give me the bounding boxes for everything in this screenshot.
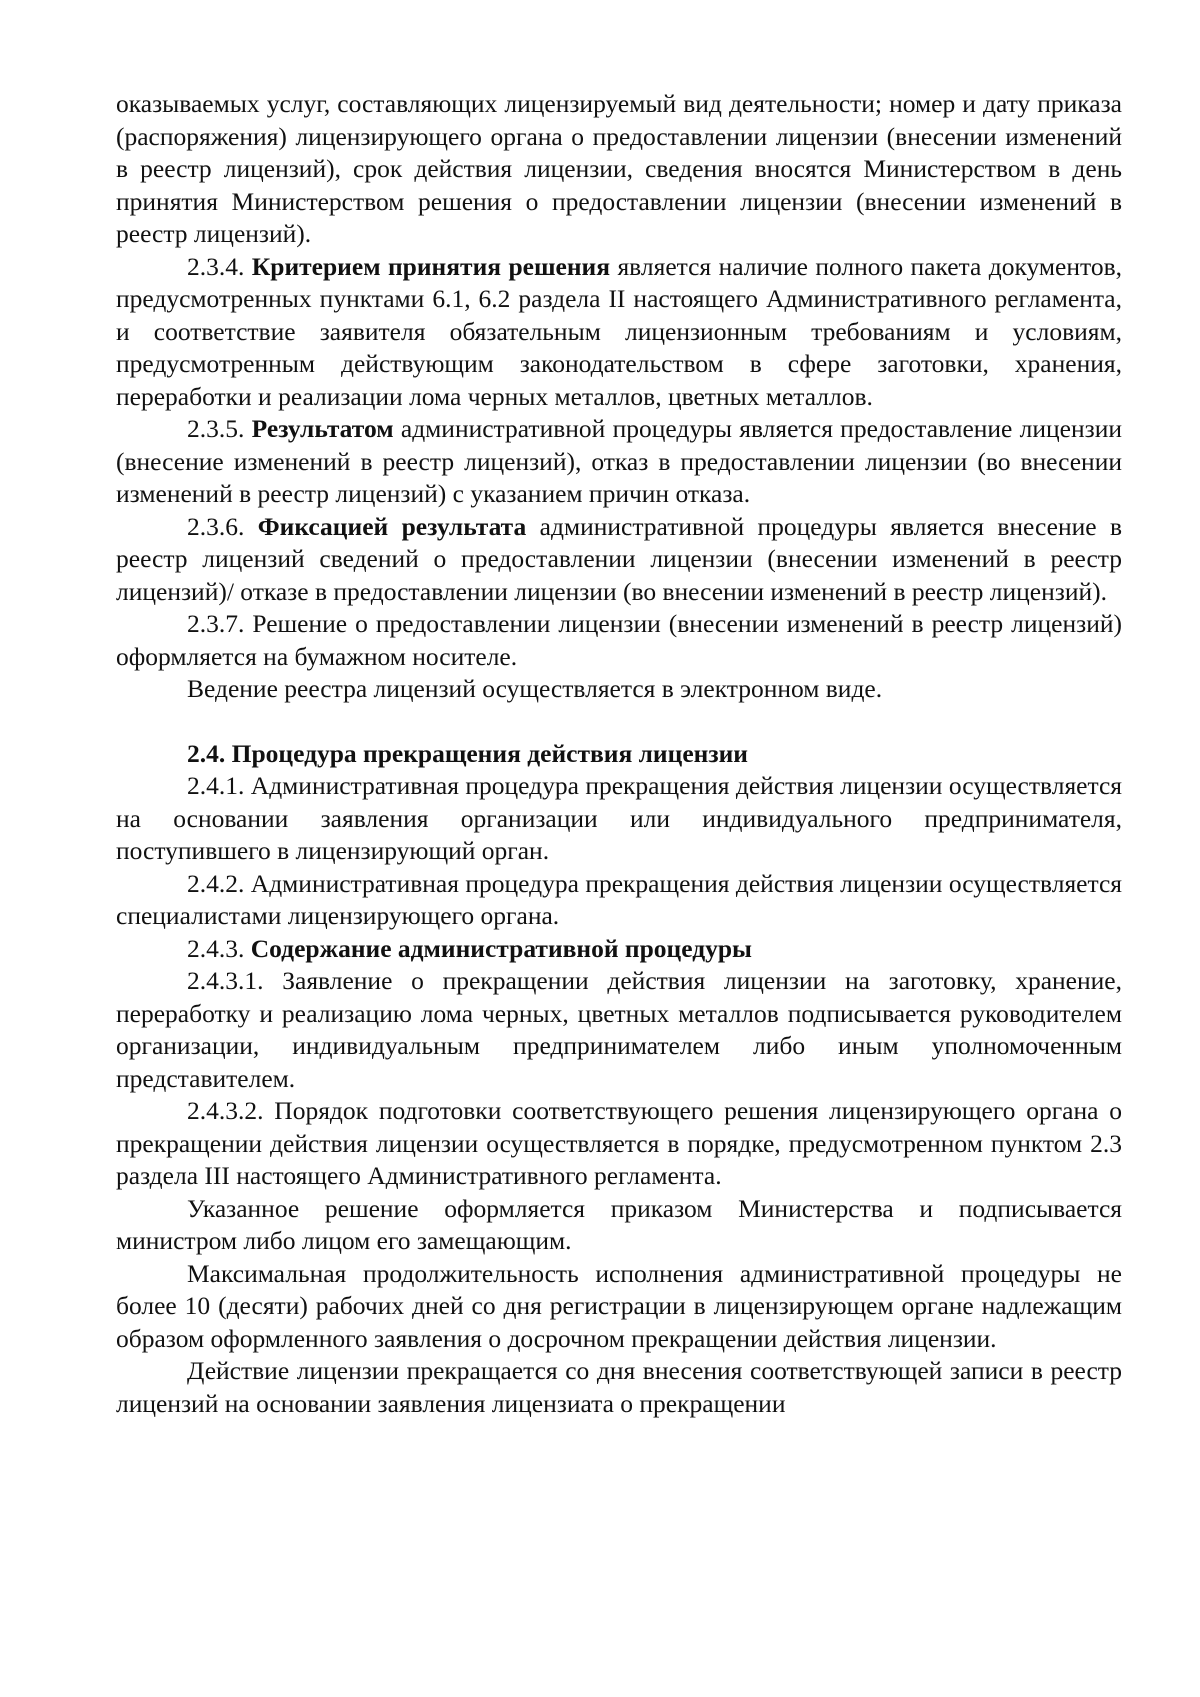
paragraph-text: Ведение реестра лицензий осуществляется в электронном виде.	[187, 674, 883, 703]
paragraph-p-2-4-3-2	[116, 1095, 1122, 1193]
section-gap	[116, 706, 1122, 738]
paragraph-text: Указанное решение оформляется приказом Министерства и подписывается министром либо лицом его замещающим.	[116, 1193, 1122, 1255]
bold-term: Результатом	[251, 414, 394, 443]
paragraph-p-2-3-4	[116, 251, 1122, 414]
paragraph-number: 2.3.5.	[187, 414, 252, 443]
bold-term: 2.4. Процедура прекращения действия лицензии	[187, 738, 748, 768]
paragraph-text: 2.4.3.1. Заявление о прекращении действия лицензии на заготовку, хранение, переработку и реализацию лома черных, цветных металлов подписывается руководителем организации, индивидуальным предпринимателем либо иным уполномоченным представителем.	[116, 966, 1122, 1093]
bold-term: Фиксацией результата	[257, 511, 527, 541]
paragraph-text: является наличие полного пакета документов, предусмотренных пунктами 6.1, 6.2 раздела II настоящего Административного регламента, и соответствие заявителя обязательным лицензионным требованиям и условиям, предусмотренным действующим законодательством в сфере заготовки, хранения, переработки и реализации лома черных металлов, цветных металлов.	[116, 251, 1122, 411]
paragraph-p-2-3-5	[116, 413, 1122, 511]
paragraph-number: 2.3.6.	[187, 511, 258, 541]
paragraph-text: 2.4.3.2. Порядок подготовки соответствующего решения лицензирующего органа о прекращении действия лицензии осуществляется в порядке, предусмотренном пунктом 2.3 раздела III настоящего Административного регламента.	[116, 1096, 1122, 1190]
document-page	[116, 88, 1122, 1420]
paragraph-p-2-4-1	[116, 770, 1122, 868]
paragraph-text: административной процедуры является предоставление лицензии (внесение изменений в реестр лицензий), отказ в предоставлении лицензии (во внесении изменений в реестр лицензий) с указанием причин отказа.	[116, 414, 1122, 508]
paragraph-p-order	[116, 1193, 1122, 1258]
paragraph-p-registry	[116, 673, 1122, 706]
paragraph-number: 2.4.3.	[187, 933, 251, 963]
bold-term: Содержание административной процедуры	[250, 933, 752, 963]
paragraph-number: 2.3.4.	[187, 251, 252, 281]
paragraph-p-2-3-7	[116, 608, 1122, 673]
paragraph-text: Действие лицензии прекращается со дня внесения соответствующей записи в реестр лицензий на основании заявления лицензиата о прекращении	[116, 1356, 1122, 1418]
paragraph-text: 2.4.1. Административная процедура прекращения действия лицензии осуществляется на основании заявления организации или индивидуального предпринимателя, поступившего в лицензирующий орган.	[116, 771, 1122, 865]
paragraph-text: 2.4.2. Административная процедура прекращения действия лицензии осуществляется специалистами лицензирующего органа.	[116, 868, 1122, 930]
bold-term: Критерием принятия решения	[251, 251, 611, 281]
paragraph-text: Максимальная продолжительность исполнения административной процедуры не более 10 (десяти) рабочих дней со дня регистрации в лицензирующем органе надлежащим образом оформленного заявления о досрочном прекращении действия лицензии.	[116, 1258, 1122, 1353]
paragraph-text: оказываемых услуг, составляющих лицензируемый вид деятельности; номер и дату приказа (распоряжения) лицензирующего органа о предоставлении лицензии (внесении изменений в реестр лицензий), срок действия лицензии, сведения вносятся Министерством в день принятия Министерством решения о предоставлении лицензии (внесении изменений в реестр лицензий).	[116, 89, 1122, 248]
paragraph-text: административной процедуры является внесение в реестр лицензий сведений о предоставлении лицензии (внесении изменений в реестр лицензий)/ отказе в предоставлении лицензии (во внесении изменений в реестр лицензий).	[116, 511, 1122, 606]
paragraph-p-intro-continuation	[116, 88, 1122, 251]
paragraph-text: 2.3.7. Решение о предоставлении лицензии (внесении изменений в реестр лицензий) оформляется на бумажном носителе.	[116, 609, 1122, 671]
section-heading	[116, 738, 1122, 771]
paragraph-p-duration	[116, 1258, 1122, 1356]
paragraph-p-2-3-6	[116, 511, 1122, 609]
paragraph-p-termination	[116, 1355, 1122, 1420]
paragraph-p-2-4-2	[116, 868, 1122, 933]
paragraph-p-2-4-3	[116, 933, 1122, 966]
paragraph-p-2-4-3-1	[116, 965, 1122, 1095]
